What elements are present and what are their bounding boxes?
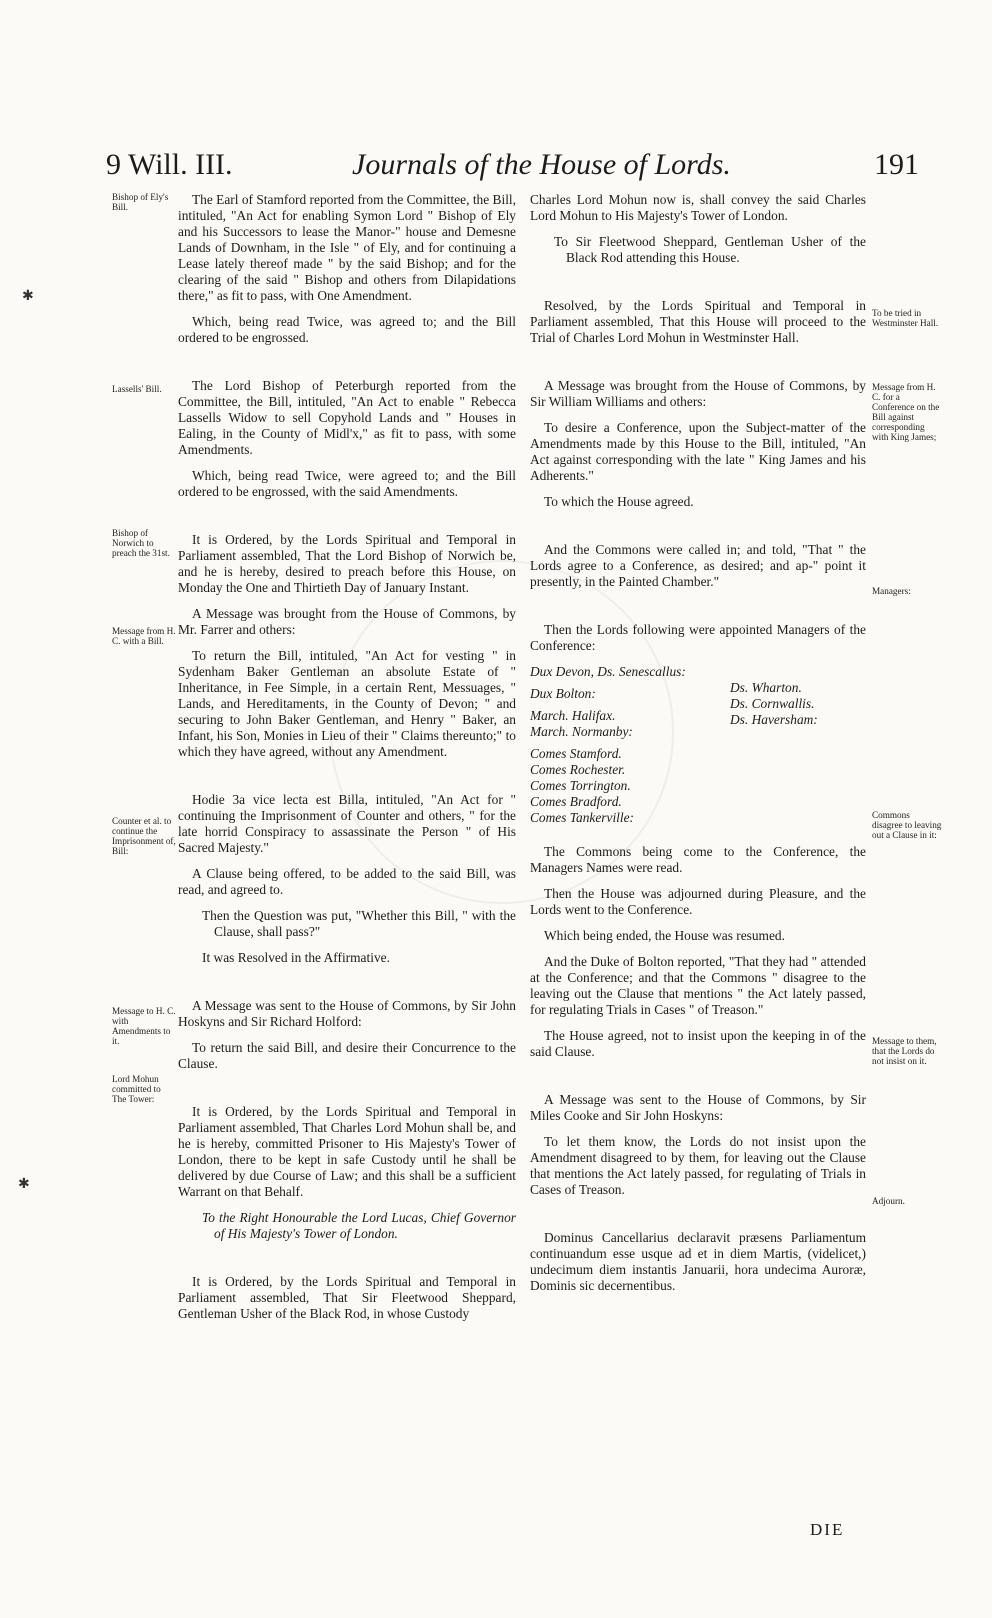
paragraph: Then the House was adjourned during Pleasure, and the Lords went to the Conference. <box>530 886 866 917</box>
margin-note: Message from H. C. with a Bill. <box>112 626 176 646</box>
manager-name: Ds. Haversham: <box>730 712 818 727</box>
manager-name: Comes Rochester. <box>530 762 626 777</box>
managers-list <box>530 664 866 832</box>
manager-name: Dux Devon, Ds. Senescallus: <box>530 664 686 679</box>
paragraph: And the Duke of Bolton reported, "That they had " attended at the Conference; and that the Commons " disagree to the leaving out the Clause that mentions " the Act lately passed, for regulating Trials in Cases " of Treason." <box>530 954 866 1017</box>
manager-name: Ds. Cornwallis. <box>730 696 815 711</box>
paragraph: Hodie 3a vice lecta est Billa, intituled, "An Act for " continuing the Imprisonment of Counter and others, " for the late horrid Conspiracy to assassinate the Person " of His Sacred Majesty." <box>178 792 516 855</box>
paragraph: A Message was sent to the House of Commons, by Sir Miles Cooke and Sir John Hoskyns: <box>530 1092 866 1123</box>
managers-left <box>530 664 720 826</box>
right-column <box>530 192 866 1304</box>
margin-note: Commons disagree to leaving out a Clause in it: <box>872 810 942 840</box>
paragraph: Which, being read Twice, was agreed to; and the Bill ordered to be engrossed. <box>178 314 516 345</box>
paragraph: A Message was sent to the House of Commons, by Sir John Hoskyns and Sir Richard Holford: <box>178 998 516 1029</box>
page-number: 191 <box>874 148 919 181</box>
margin-note: Bishop of Ely's Bill. <box>112 192 169 212</box>
margin-note: Managers: <box>872 586 911 596</box>
margin-note: Message from H. C. for a Conference on the Bill against corresponding with King James; <box>872 382 940 442</box>
ink-speck: ✱ <box>18 1177 30 1192</box>
address-line: To the Right Honourable the Lord Lucas, Chief Governor of His Majesty's Tower of London. <box>202 1210 516 1241</box>
paragraph: Which being ended, the House was resumed. <box>544 928 785 943</box>
left-column <box>178 192 516 1332</box>
paragraph: The Commons being come to the Conference, the Managers Names were read. <box>530 844 866 875</box>
paragraph: The Lord Bishop of Peterburgh reported from the Committee, the Bill, intituled, "An Act to enable " Rebecca Lassells Widow to sell Copyhold Lands and " Houses in Ealing, in the County of Midl'x," as fit to pass, with some Amendments. <box>178 378 516 457</box>
manager-name: Dux Bolton: <box>530 686 596 701</box>
manager-name: Comes Bradford. <box>530 794 622 809</box>
paragraph: To return the Bill, intituled, "An Act for vesting " in Sydenham Baker Gentleman an absolute Estate of " Inheritance, in Fee Simple, in a certain Rent, Messuages, " Lands, and Hereditaments, in the County of Devon; " and securing to John Baker Gentleman, and Henry " Baker, an Infant, his Son, Monies in Lieu of their " Claims thereunto;" to which they have agreed, without any Amendment. <box>178 648 516 759</box>
paragraph: A Message was brought from the House of Commons, by Sir William Williams and others: <box>530 378 866 409</box>
ink-speck: ✱ <box>22 289 34 304</box>
paragraph: Charles Lord Mohun now is, shall convey the said Charles Lord Mohun to His Majesty's Tower of London. <box>530 192 866 223</box>
paragraph: Then the Question was put, "Whether this Bill, " with the Clause, shall pass?" <box>202 908 516 939</box>
paragraph: It was Resolved in the Affirmative. <box>202 950 390 965</box>
paragraph: To desire a Conference, upon the Subject-matter of the Amendments made by this House to the Bill, intituled, "An Act against corresponding with the late " King James and his Adherents." <box>530 420 866 483</box>
margin-note: Bishop of Norwich to preach the 31st. <box>112 528 170 558</box>
manager-name: March. Halifax. <box>530 708 616 723</box>
journal-title: Journals of the House of Lords. <box>352 148 731 181</box>
margin-note: Lassells' Bill. <box>112 384 162 394</box>
manager-name: Ds. Wharton. <box>730 680 802 695</box>
margin-note: To be tried in Westminster Hall. <box>872 308 939 328</box>
paragraph: To return the said Bill, and desire their Concurrence to the Clause. <box>178 1040 516 1071</box>
regnal-year: 9 Will. III. <box>106 148 233 181</box>
margin-note: Adjourn. <box>872 1196 905 1206</box>
paragraph: To let them know, the Lords do not insist upon the Amendment disagreed to by them, for leaving out the Clause that mentions the Act lately passed, for regulating of Trials in Cases of Treason. <box>530 1134 866 1197</box>
margin-note: Lord Mohun committed to The Tower: <box>112 1074 161 1104</box>
paragraph: To which the House agreed. <box>544 494 694 509</box>
paragraph: It is Ordered, by the Lords Spiritual and Temporal in Parliament assembled, That Charles Lord Mohun shall be, and he is hereby, committed Prisoner to His Majesty's Tower of London, there to be kept in safe Custody until he shall be delivered by due Course of Law; and this shall be a sufficient Warrant on that Behalf. <box>178 1104 516 1199</box>
paragraph: Which, being read Twice, were agreed to; and the Bill ordered to be engrossed, with the said Amendments. <box>178 468 516 499</box>
margin-note: Message to them, that the Lords do not insist on it. <box>872 1036 937 1066</box>
manager-name: Comes Tankerville: <box>530 810 635 825</box>
manager-name: Comes Stamford. <box>530 746 622 761</box>
paragraph: And the Commons were called in; and told, "That " the Lords agree to a Conference, as desired; and ap-" point it presently, in the Painted Chamber." <box>530 542 866 589</box>
manager-name: March. Normanby: <box>530 724 633 739</box>
paragraph: The House agreed, not to insist upon the keeping in of the said Clause. <box>530 1028 866 1059</box>
catchword: DIE <box>810 1520 845 1539</box>
paragraph: Resolved, by the Lords Spiritual and Temporal in Parliament assembled, That this House will proceed to the Trial of Charles Lord Mohun in Westminster Hall. <box>530 298 866 345</box>
paragraph: It is Ordered, by the Lords Spiritual and Temporal in Parliament assembled, That the Lord Bishop of Norwich be, and he is hereby, desired to preach before this House, on Monday the One and Thirtieth Day of January Instant. <box>178 532 516 595</box>
address-line: To Sir Fleetwood Sheppard, Gentleman Usher of the Black Rod attending this House. <box>554 234 866 265</box>
page-header <box>0 140 992 190</box>
managers-right <box>730 680 860 728</box>
margin-note: Message to H. C. with Amendments to it. <box>112 1006 176 1046</box>
paragraph: The Earl of Stamford reported from the Committee, the Bill, intituled, "An Act for enabling Symon Lord " Bishop of Ely and his Successors to lease the Manor-" house and Demesne Lands of Downham, in the Isle " of Ely, and for continuing a Lease lately thereof made " by the said Bishop; and for the clearing of the said " Bishop and others from Dilapidations there," as fit to pass, with One Amendment. <box>178 192 516 303</box>
manager-name: Comes Torrington. <box>530 778 631 793</box>
margin-note: Counter et al. to continue the Imprisonment of, Bill: <box>112 816 176 856</box>
paragraph: It is Ordered, by the Lords Spiritual and Temporal in Parliament assembled, That Sir Fleetwood Sheppard, Gentleman Usher of the Black Rod, in whose Custody <box>178 1274 516 1321</box>
paragraph: A Clause being offered, to be added to the said Bill, was read, and agreed to. <box>178 866 516 897</box>
paragraph: Dominus Cancellarius declaravit præsens Parliamentum continuandum esse usque ad et in diem Martis, (videlicet,) undecimum diem instantis Januarii, hora undecima Auroræ, Dominis sic decernentibus. <box>530 1230 866 1293</box>
paragraph: A Message was brought from the House of Commons, by Mr. Farrer and others: <box>178 606 516 637</box>
paragraph: Then the Lords following were appointed Managers of the Conference: <box>530 622 866 653</box>
